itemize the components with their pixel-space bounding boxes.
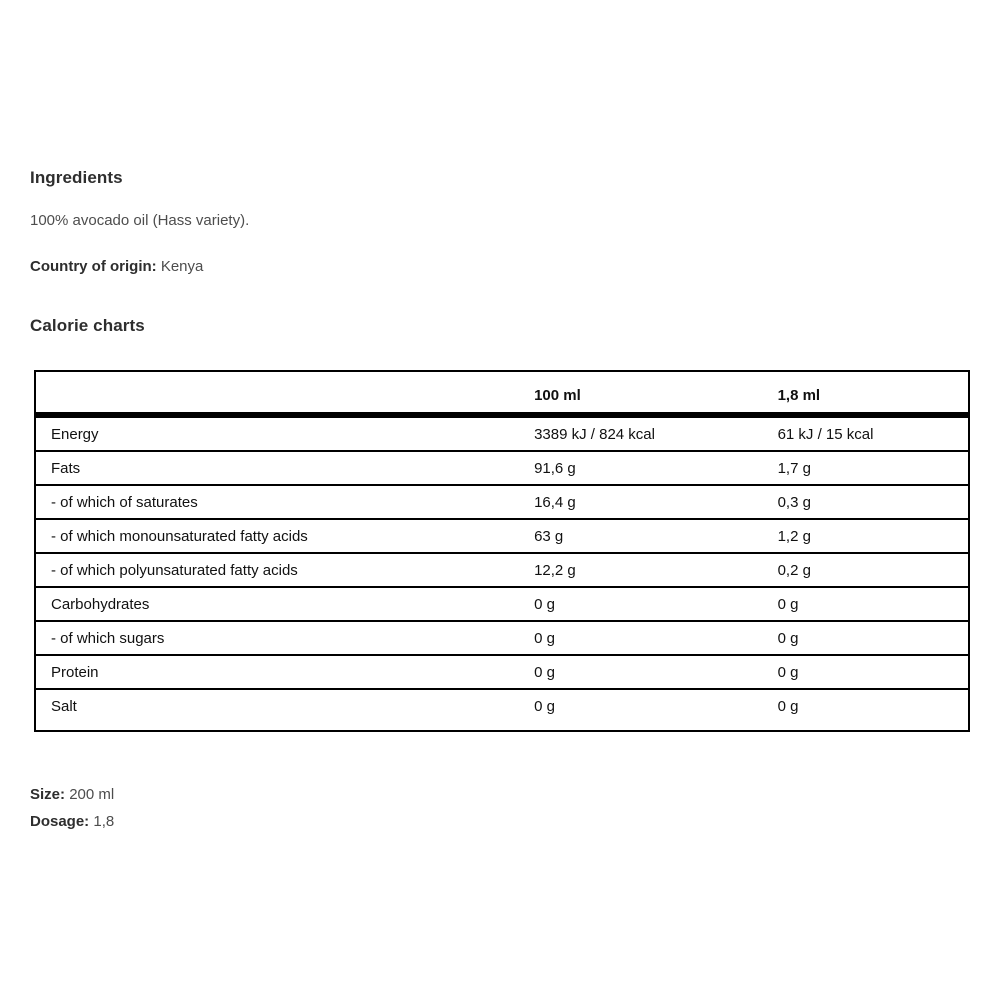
value-1-8ml: 0 g xyxy=(778,587,969,621)
ingredients-text: 100% avocado oil (Hass variety). xyxy=(30,212,250,229)
table-row xyxy=(35,689,969,731)
dosage-label: Dosage: xyxy=(30,813,90,830)
size-label: Size: xyxy=(30,786,66,803)
table-row xyxy=(35,621,969,655)
value-100ml: 0 g xyxy=(534,655,778,689)
table-row xyxy=(35,587,969,621)
size-value: 200 ml xyxy=(69,786,115,803)
value-1-8ml: 1,2 g xyxy=(778,519,969,553)
row-label: Fats xyxy=(35,451,534,485)
value-1-8ml: 0,2 g xyxy=(778,553,969,587)
value-1-8ml: 1,7 g xyxy=(778,451,969,485)
size-line xyxy=(30,785,970,805)
row-label: Carbohydrates xyxy=(35,587,534,621)
value-1-8ml: 0,3 g xyxy=(778,485,969,519)
row-label: - of which sugars xyxy=(35,621,534,655)
value-100ml: 0 g xyxy=(534,587,778,621)
value-100ml: 63 g xyxy=(534,519,778,553)
row-label: Energy xyxy=(35,415,534,451)
nutrition-table-body xyxy=(35,415,969,731)
value-100ml: 12,2 g xyxy=(534,553,778,587)
country-of-origin-label: Country of origin: xyxy=(30,258,157,275)
nutrition-header-blank xyxy=(35,371,534,415)
value-1-8ml: 61 kJ / 15 kcal xyxy=(778,415,969,451)
table-row xyxy=(35,451,969,485)
value-100ml: 0 g xyxy=(534,621,778,655)
table-row xyxy=(35,415,969,451)
value-1-8ml: 0 g xyxy=(778,655,969,689)
table-row xyxy=(35,553,969,587)
row-label: - of which of saturates xyxy=(35,485,534,519)
dosage-line xyxy=(30,812,970,832)
ingredients-title: Ingredients xyxy=(30,168,123,187)
value-100ml: 91,6 g xyxy=(534,451,778,485)
value-100ml: 0 g xyxy=(534,697,555,715)
row-label: Salt xyxy=(51,697,77,715)
row-label: - of which polyunsaturated fatty acids xyxy=(35,553,534,587)
calorie-charts-title: Calorie charts xyxy=(30,316,145,335)
table-row xyxy=(35,655,969,689)
country-of-origin-value: Kenya xyxy=(160,258,204,275)
country-of-origin-line xyxy=(30,257,970,277)
value-100ml: 16,4 g xyxy=(534,485,778,519)
table-row xyxy=(35,519,969,553)
value-1-8ml: 0 g xyxy=(778,621,969,655)
value-100ml: 3389 kJ / 824 kcal xyxy=(534,415,778,451)
nutrition-header-100ml: 100 ml xyxy=(534,371,778,415)
nutrition-table-header-row xyxy=(35,371,969,415)
value-1-8ml: 0 g xyxy=(777,697,799,715)
row-label: Protein xyxy=(35,655,534,689)
row-label: - of which monounsaturated fatty acids xyxy=(35,519,534,553)
nutrition-header-dose: 1,8 ml xyxy=(778,371,969,415)
dosage-value: 1,8 xyxy=(93,813,115,830)
nutrition-table xyxy=(34,370,970,732)
table-row xyxy=(35,485,969,519)
